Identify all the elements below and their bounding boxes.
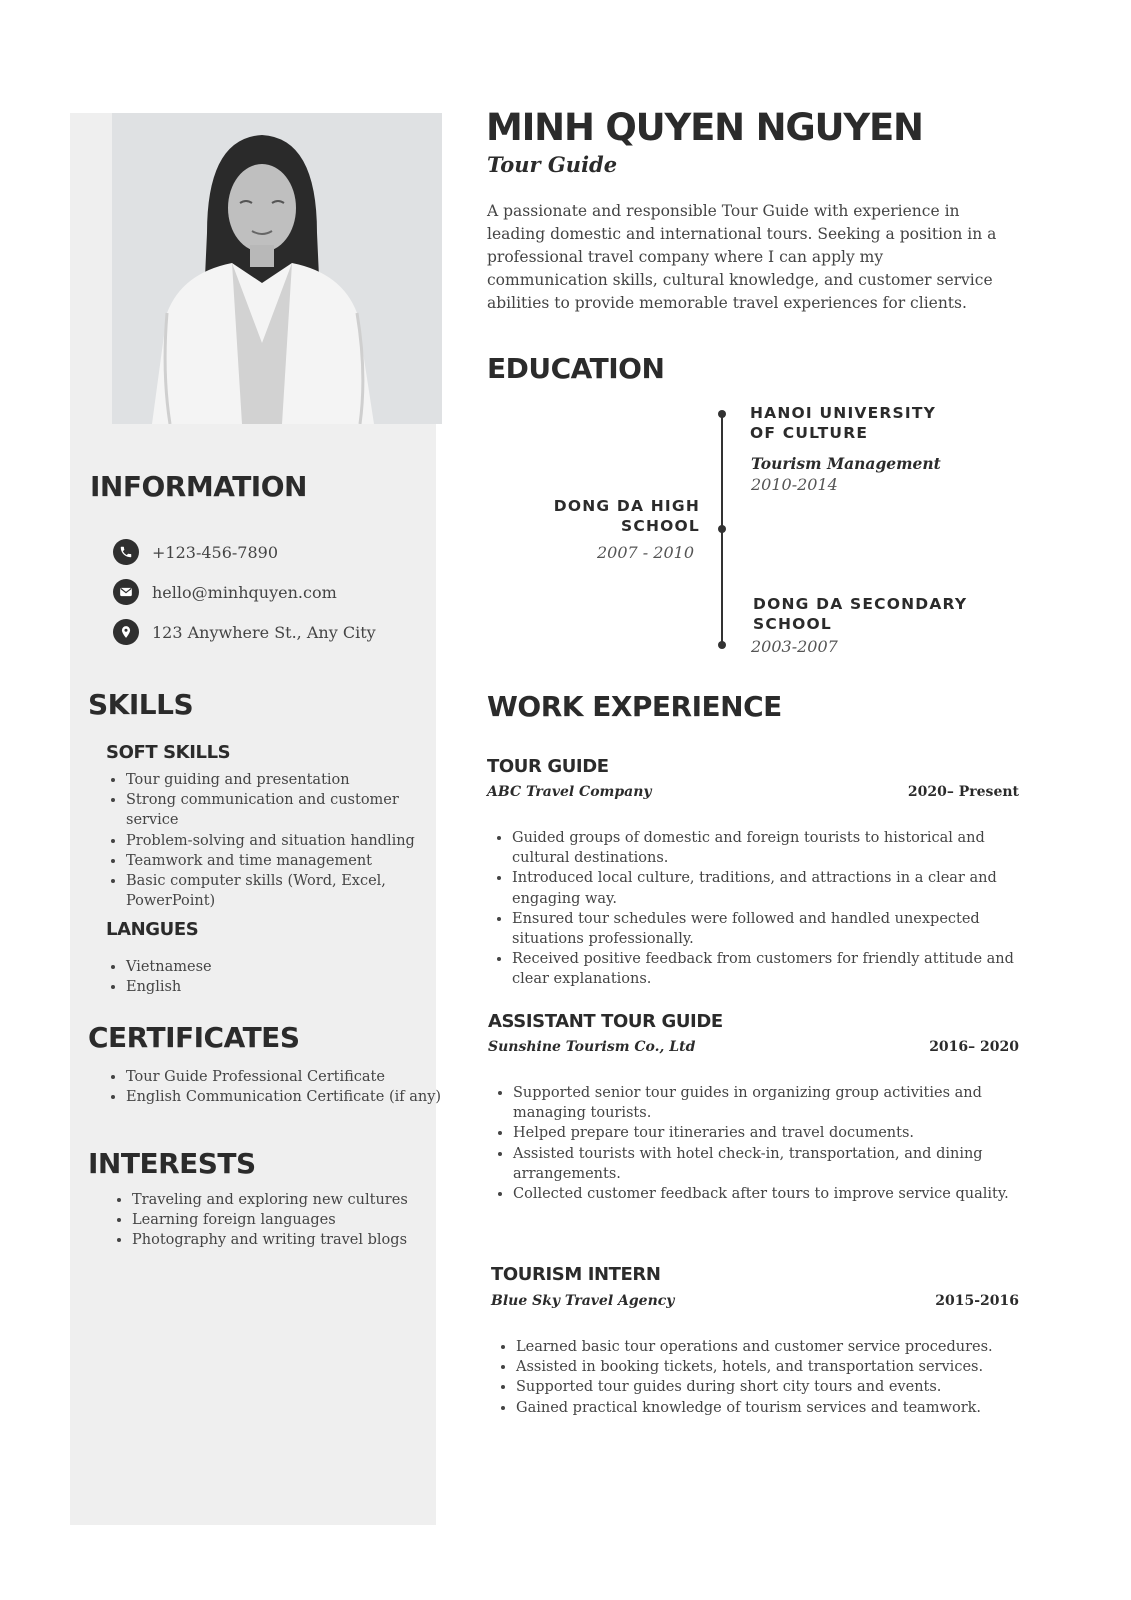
- languages-heading: LANGUES: [106, 919, 199, 940]
- list-item: • Introduced local culture, traditions, and attractions in a clear and engaging way.: [512, 868, 1032, 908]
- list-item: • Learning foreign languages: [132, 1210, 442, 1230]
- list-item: • Assisted in booking tickets, hotels, and transportation services.: [516, 1357, 1036, 1377]
- education-heading: EDUCATION: [487, 352, 665, 385]
- education-years-2: 2007 - 2010: [596, 543, 694, 562]
- job-dates-3: 2015-2016: [935, 1293, 1019, 1309]
- job-company-3: Blue Sky Travel Agency: [491, 1293, 675, 1309]
- list-item: • Assisted tourists with hotel check-in, transportation, and dining arrangements.: [513, 1144, 1033, 1184]
- list-item: • Vietnamese: [126, 957, 426, 977]
- work-experience-heading: WORK EXPERIENCE: [487, 690, 782, 723]
- job-title-1: TOUR GUIDE: [487, 756, 609, 777]
- job-title-2: ASSISTANT TOUR GUIDE: [488, 1011, 723, 1032]
- education-years-3: 2003-2007: [751, 637, 838, 656]
- phone-icon: [113, 539, 139, 565]
- candidate-name: MINH QUYEN NGUYEN: [486, 106, 923, 149]
- list-item: • Photography and writing travel blogs: [132, 1230, 442, 1250]
- list-item: • Tour guiding and presentation: [126, 770, 431, 790]
- list-item: • Basic computer skills (Word, Excel, PowerPoint): [126, 871, 431, 911]
- list-item: • English: [126, 977, 426, 997]
- job-dates-1: 2020– Present: [907, 784, 1019, 800]
- email-text: hello@minhquyen.com: [152, 582, 337, 602]
- education-school-1: HANOI UNIVERSITY OF CULTURE: [750, 404, 937, 442]
- job-bullets-2: [493, 1083, 1033, 1204]
- list-item: • Traveling and exploring new cultures: [132, 1190, 442, 1210]
- languages-list: [106, 957, 426, 997]
- timeline-dot: [718, 525, 726, 533]
- education-major-1: Tourism Management: [751, 454, 941, 473]
- job-dates-2: 2016– 2020: [929, 1039, 1019, 1055]
- list-item: • Learned basic tour operations and customer service procedures.: [516, 1337, 1036, 1357]
- job-bullets-1: [492, 828, 1032, 990]
- list-item: • Gained practical knowledge of tourism services and teamwork.: [516, 1398, 1036, 1418]
- list-item: • Collected customer feedback after tours to improve service quality.: [513, 1184, 1033, 1204]
- job-bullets-3: [496, 1337, 1036, 1418]
- interests-list: [112, 1190, 442, 1251]
- list-item: • Teamwork and time management: [126, 851, 431, 871]
- soft-skills-heading: SOFT SKILLS: [106, 742, 231, 763]
- list-item: • Received positive feedback from customers for friendly attitude and clear explanations.: [512, 949, 1032, 989]
- certificates-list: [106, 1067, 451, 1107]
- information-heading: INFORMATION: [90, 470, 307, 503]
- job-title: Tour Guide: [487, 152, 618, 177]
- envelope-icon: [113, 579, 139, 605]
- job-company-1: ABC Travel Company: [487, 784, 652, 800]
- profile-summary: A passionate and responsible Tour Guide with experience in leading domestic and international tours. Seeking a position in a professional travel company where I can apply my communication skills, cultural knowledge, and customer service abilities to provide memorable travel experiences for clients.: [487, 202, 997, 312]
- list-item: • English Communication Certificate (if any): [126, 1087, 451, 1107]
- job-company-2: Sunshine Tourism Co., Ltd: [488, 1039, 696, 1055]
- timeline-dot: [718, 410, 726, 418]
- soft-skills-list: [106, 770, 431, 911]
- timeline-dot: [718, 641, 726, 649]
- education-years-1: 2010-2014: [751, 475, 838, 494]
- education-school-2: DONG DA HIGH SCHOOL: [553, 497, 700, 535]
- job-title-3: TOURISM INTERN: [491, 1264, 661, 1285]
- map-pin-icon: [113, 619, 139, 645]
- list-item: • Supported senior tour guides in organizing group activities and managing tourists.: [513, 1083, 1033, 1123]
- list-item: • Guided groups of domestic and foreign tourists to historical and cultural destinations.: [512, 828, 1032, 868]
- list-item: • Problem-solving and situation handling: [126, 831, 431, 851]
- list-item: • Supported tour guides during short city tours and events.: [516, 1377, 1036, 1397]
- skills-heading: SKILLS: [88, 688, 194, 721]
- list-item: • Strong communication and customer service: [126, 790, 431, 830]
- list-item: • Tour Guide Professional Certificate: [126, 1067, 451, 1087]
- contact-phone: [113, 539, 278, 565]
- contact-address: [113, 619, 376, 645]
- certificates-heading: CERTIFICATES: [88, 1021, 300, 1054]
- list-item: • Ensured tour schedules were followed and handled unexpected situations professionally.: [512, 909, 1032, 949]
- list-item: • Helped prepare tour itineraries and travel documents.: [513, 1123, 1033, 1143]
- phone-text: +123-456-7890: [152, 542, 279, 562]
- interests-heading: INTERESTS: [88, 1147, 256, 1180]
- education-school-3: DONG DA SECONDARY SCHOOL: [753, 595, 968, 633]
- contact-email: [113, 579, 337, 605]
- profile-photo: [112, 113, 442, 424]
- address-text: 123 Anywhere St., Any City: [152, 622, 376, 642]
